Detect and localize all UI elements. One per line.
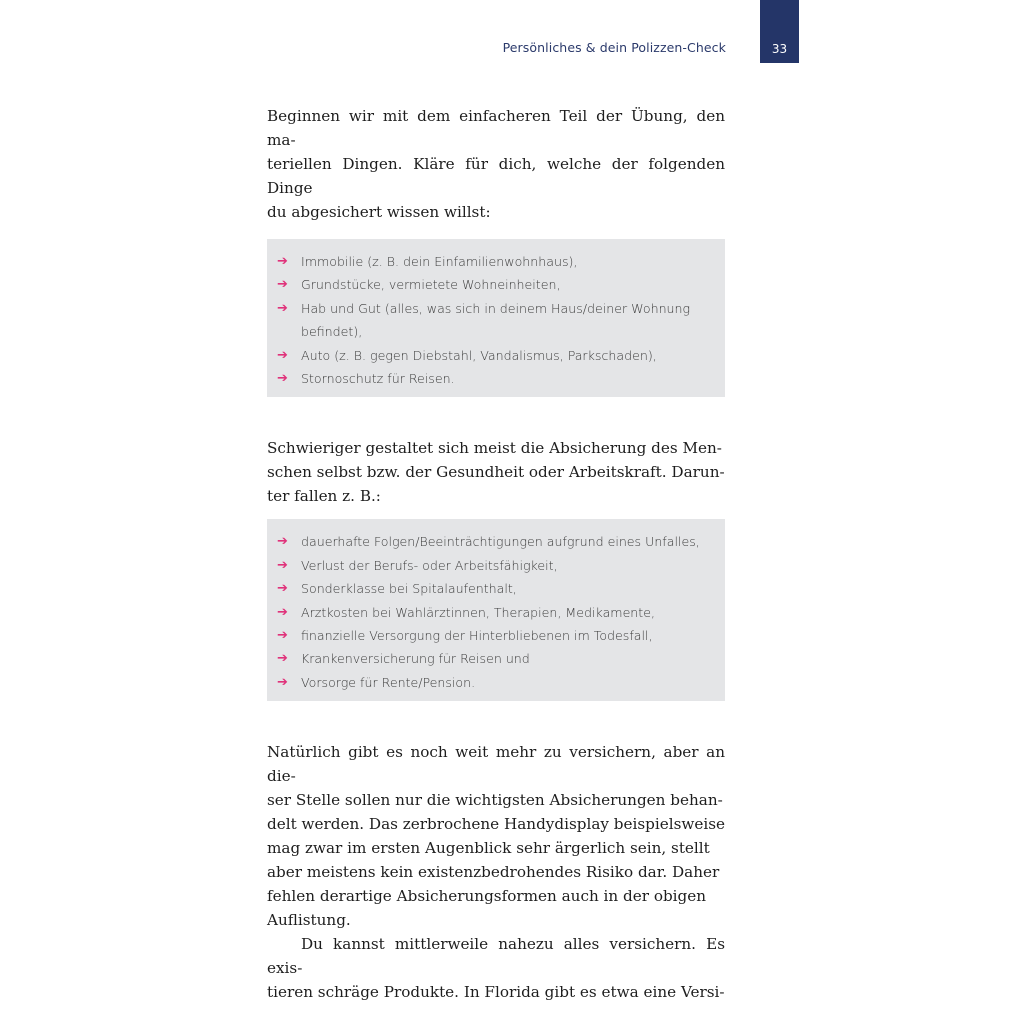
arrow-right-icon: ➔ — [277, 604, 288, 620]
arrow-right-icon: ➔ — [277, 300, 288, 316]
list-item: ➔ Hab und Gut (alles, was sich in deinem Haus/deiner Wohnung befindet), — [277, 297, 713, 344]
personal-items-box — [267, 519, 725, 701]
list-item: ➔ Vorsorge für Rente/Pension. — [277, 671, 713, 694]
list-item: ➔ Auto (z. B. gegen Diebstahl, Vandalismus, Parkschaden), — [277, 344, 713, 367]
arrow-right-icon: ➔ — [277, 534, 288, 550]
page-number: 33 — [771, 42, 788, 56]
text-line: aber meistens kein existenzbedrohendes Risiko dar. Daher — [267, 863, 720, 882]
arrow-right-icon: ➔ — [277, 254, 288, 269]
running-header: Persönliches & dein Polizzen-Check — [502, 40, 726, 55]
text-line: delt werden. Das zerbrochene Handydisplay beispielsweise — [267, 815, 725, 834]
text-line: mag zwar im ersten Augenblick sehr ärgerlich sein, stellt — [267, 839, 710, 858]
text-line: schen selbst bzw. der Gesundheit oder Arbeitskraft. Darun- — [267, 463, 725, 482]
main-text-column — [267, 104, 725, 1004]
text-line: Du kannst mittlerweile nahezu alles versichern. Es exis- — [267, 935, 725, 978]
arrow-right-icon: ➔ — [277, 277, 288, 293]
arrow-right-icon: ➔ — [277, 628, 288, 644]
arrow-right-icon: ➔ — [277, 581, 288, 597]
arrow-right-icon: ➔ — [277, 371, 288, 387]
text-line: Beginnen wir mit dem einfacheren Teil der Übung, den ma- — [267, 107, 725, 149]
list-item: ➔ Stornoschutz für Reisen. — [277, 367, 713, 390]
body-paragraph-further-insurance — [267, 740, 725, 932]
text-line: teriellen Dingen. Kläre für dich, welche der folgenden Dinge — [267, 155, 725, 197]
text-line: Schwieriger gestaltet sich meist die Absicherung des Men- — [267, 439, 722, 458]
text-line: du abgesichert wissen willst: — [267, 203, 491, 221]
material-items-box — [267, 239, 725, 397]
text-line: ser Stelle sollen nur die wichtigsten Absicherungen behan- — [267, 791, 723, 810]
text-line: ter fallen z. B.: — [267, 487, 381, 506]
arrow-right-icon: ➔ — [277, 651, 288, 667]
text-line: Auflistung. — [267, 911, 351, 930]
intro-paragraph-material — [267, 104, 725, 224]
arrow-right-icon: ➔ — [277, 674, 288, 690]
list-item: ➔ dauerhafte Folgen/Beeinträchtigungen aufgrund eines Unfalles, — [277, 530, 713, 553]
list-item: ➔ Sonderklasse bei Spitalaufenthalt, — [277, 577, 713, 600]
list-item: ➔ Krankenversicherung für Reisen und — [277, 647, 713, 670]
list-item: ➔ Immobilie (z. B. dein Einfamilienwohnhaus), — [277, 250, 713, 273]
text-line: fehlen derartige Absicherungsformen auch in der obigen — [267, 887, 707, 906]
arrow-right-icon: ➔ — [277, 347, 288, 363]
body-paragraph-odd-products — [267, 932, 725, 1004]
list-item: ➔ Grundstücke, vermietete Wohneinheiten, — [277, 273, 713, 296]
text-line: tieren schräge Produkte. In Florida gibt es etwa eine Versi- — [267, 983, 725, 1002]
personal-items-list — [277, 530, 713, 694]
text-line: Natürlich gibt es noch weit mehr zu versichern, aber an die- — [267, 743, 725, 786]
page-number-tab — [760, 0, 799, 63]
material-items-list — [277, 250, 713, 390]
list-item: ➔ finanzielle Versorgung der Hinterbliebenen im Todesfall, — [277, 624, 713, 647]
intro-paragraph-personal — [267, 436, 725, 508]
list-item: ➔ Arztkosten bei Wahlärztinnen, Therapien, Medikamente, — [277, 601, 713, 624]
arrow-right-icon: ➔ — [277, 557, 288, 573]
list-item: ➔ Verlust der Berufs- oder Arbeitsfähigkeit, — [277, 554, 713, 577]
